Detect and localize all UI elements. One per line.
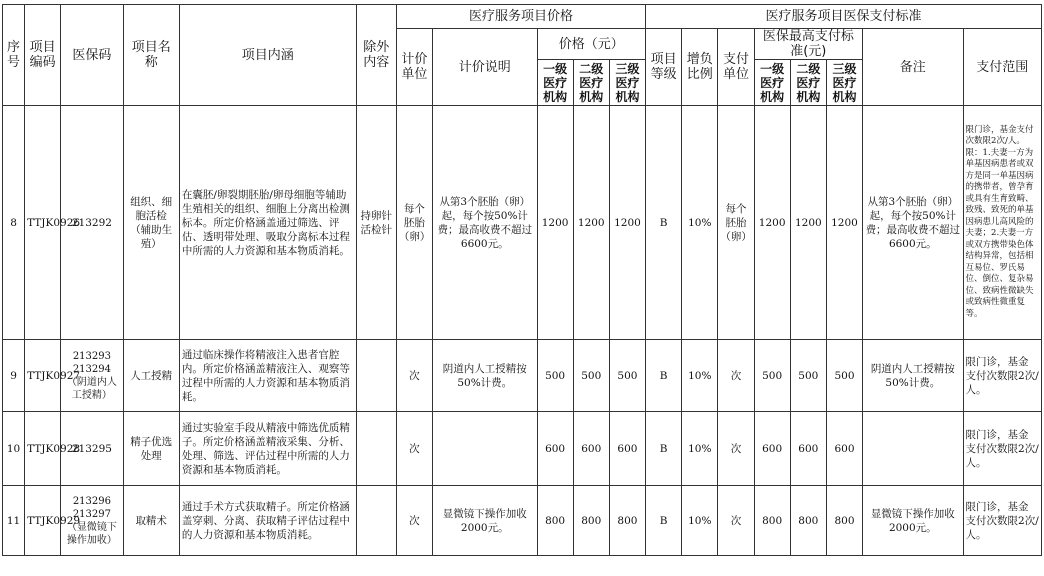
cell-insurance-code: 213295 (61, 412, 123, 486)
header-remark: 备注 (863, 29, 963, 106)
cell-price-note: 阴道内人工授精按50%计费。 (433, 340, 537, 412)
cell-price-level3: 800 (609, 486, 645, 556)
cell-seq: 11 (3, 486, 25, 556)
cell-name: 组织、细胞活检（辅助生殖） (123, 106, 179, 340)
cell-insurance-code: 213296 213297（显微镜下操作加收） (61, 486, 123, 556)
cell-max-level1: 1200 (754, 106, 790, 340)
cell-pay-unit: 每个胚胎（卵） (718, 106, 754, 340)
cell-max-level1: 800 (754, 486, 790, 556)
cell-max-level2: 500 (790, 340, 826, 412)
cell-max-level3: 1200 (826, 106, 862, 340)
cell-max-level2: 800 (790, 486, 826, 556)
header-pay-unit: 支付单位 (718, 29, 754, 106)
cell-max-level2: 600 (790, 412, 826, 486)
header-self-pay-ratio: 增负比例 (682, 29, 718, 106)
cell-remark: 阴道内人工授精按50%计费。 (863, 340, 963, 412)
cell-grade: B (646, 412, 682, 486)
cell-max-level3: 600 (826, 412, 862, 486)
cell-pay-unit: 次 (718, 486, 754, 556)
cell-remark: 显微镜下操作加收2000元。 (863, 486, 963, 556)
cell-exclusions (356, 486, 396, 556)
header-content: 项目内涵 (179, 5, 356, 106)
cell-price-note (433, 412, 537, 486)
header-name: 项目名称 (123, 5, 179, 106)
cell-price-level3: 600 (609, 412, 645, 486)
cell-pay-scope: 限门诊，基金支付次数限2次/人。限：1.夫妻一方为单基因病患者或双方是同一单基因病的携带者，曾孕育或具有生育致畸、致残、致死的单基因病患儿高风险的夫妻；2.夫妻一方或双方携带染色体结构异常，包括相互易位、罗氏易位、倒位、复杂易位、致病性微缺失或致病性微重复等。 (963, 106, 1041, 340)
header-max-level2: 二级医疗机构 (790, 60, 826, 106)
cell-insurance-code: 213293 213294（阴道内人工授精） (61, 340, 123, 412)
cell-content: 通过临床操作将精液注入患者官腔内。所定价格涵盖精液注入、观察等过程中所需的人力资源和基本物质消耗。 (179, 340, 356, 412)
cell-remark: 从第3个胚胎（卵）起，每个按50%计费；最高收费不超过6600元。 (863, 106, 963, 340)
cell-content: 通过手术方式获取精子。所定价格涵盖穿刺、分离、获取精子评估过程中的人力资源和基本物质消耗。 (179, 486, 356, 556)
cell-pay-unit: 次 (718, 412, 754, 486)
header-price-unit: 计价单位 (396, 29, 432, 106)
header-max-level1: 一级医疗机构 (754, 60, 790, 106)
header-price-note: 计价说明 (433, 29, 537, 106)
cell-max-level1: 600 (754, 412, 790, 486)
cell-max-level3: 800 (826, 486, 862, 556)
cell-exclusions (356, 340, 396, 412)
cell-ratio: 10% (682, 486, 718, 556)
cell-code: TTJK0926 (25, 106, 61, 340)
cell-price-level1: 800 (537, 486, 573, 556)
cell-exclusions: 持卵针活检针 (356, 106, 396, 340)
cell-grade: B (646, 486, 682, 556)
cell-max-level2: 1200 (790, 106, 826, 340)
cell-code: TTJK0928 (25, 412, 61, 486)
cell-insurance-code: 213292 (61, 106, 123, 340)
cell-exclusions (356, 412, 396, 486)
cell-code: TTJK0927 (25, 340, 61, 412)
header-price-yuan: 价格（元） (537, 29, 646, 60)
cell-pay-scope: 限门诊，基金支付次数限2次/人。 (963, 486, 1041, 556)
header-level2: 二级医疗机构 (573, 60, 609, 106)
cell-remark (863, 412, 963, 486)
header-insurance-code: 医保码 (61, 5, 123, 106)
cell-ratio: 10% (682, 106, 718, 340)
cell-price-level1: 600 (537, 412, 573, 486)
price-table (2, 4, 1042, 556)
cell-seq: 10 (3, 412, 25, 486)
cell-ratio: 10% (682, 412, 718, 486)
cell-code: TTJK0929 (25, 486, 61, 556)
cell-price-level1: 500 (537, 340, 573, 412)
cell-price-level2: 600 (573, 412, 609, 486)
cell-price-note: 显微镜下操作加收2000元。 (433, 486, 537, 556)
header-code: 项目编码 (25, 5, 61, 106)
header-max-level3: 三级医疗机构 (826, 60, 862, 106)
cell-max-level1: 500 (754, 340, 790, 412)
header-level3: 三级医疗机构 (609, 60, 645, 106)
cell-price-unit: 次 (396, 412, 432, 486)
cell-name: 精子优选处理 (123, 412, 179, 486)
table-row (3, 486, 1042, 556)
cell-name: 取精术 (123, 486, 179, 556)
cell-seq: 8 (3, 106, 25, 340)
cell-pay-scope: 限门诊，基金支付次数限2次/人。 (963, 340, 1041, 412)
header-max-pay: 医保最高支付标准(元) (754, 29, 863, 60)
cell-price-level2: 800 (573, 486, 609, 556)
header-seq: 序号 (3, 5, 25, 106)
header-exclusions: 除外内容 (356, 5, 396, 106)
cell-content: 通过实验室手段从精液中筛选优质精子。所定价格涵盖精液采集、分析、处理、筛选、评估过程中所需的人力资源和基本物质消耗。 (179, 412, 356, 486)
header-level1: 一级医疗机构 (537, 60, 573, 106)
cell-pay-scope: 限门诊，基金支付次数限2次/人。 (963, 412, 1041, 486)
cell-price-unit: 次 (396, 340, 432, 412)
cell-price-unit: 每个胚胎（卵） (396, 106, 432, 340)
cell-seq: 9 (3, 340, 25, 412)
cell-grade: B (646, 340, 682, 412)
cell-price-level1: 1200 (537, 106, 573, 340)
cell-price-level2: 1200 (573, 106, 609, 340)
header-group-insurance: 医疗服务项目医保支付标准 (646, 5, 1042, 29)
cell-price-level2: 500 (573, 340, 609, 412)
cell-price-level3: 1200 (609, 106, 645, 340)
cell-price-level3: 500 (609, 340, 645, 412)
table-row (3, 412, 1042, 486)
table-row (3, 340, 1042, 412)
header-pay-scope: 支付范围 (963, 29, 1041, 106)
cell-pay-unit: 次 (718, 340, 754, 412)
cell-price-note: 从第3个胚胎（卵）起，每个按50%计费；最高收费不超过6600元。 (433, 106, 537, 340)
cell-grade: B (646, 106, 682, 340)
header-item-grade: 项目等级 (646, 29, 682, 106)
header-group-price: 医疗服务项目价格 (396, 5, 645, 29)
cell-ratio: 10% (682, 340, 718, 412)
cell-price-unit: 次 (396, 486, 432, 556)
cell-name: 人工授精 (123, 340, 179, 412)
table-row (3, 106, 1042, 340)
cell-max-level3: 500 (826, 340, 862, 412)
cell-content: 在囊胚/卵裂期胚胎/卵母细胞等辅助生殖相关的组织、细胞上分离出检测标本。所定价格涵盖通过筛选、评估、透明带处理、吸取分离标本过程中所需的人力资源和基本物质消耗。 (179, 106, 356, 340)
